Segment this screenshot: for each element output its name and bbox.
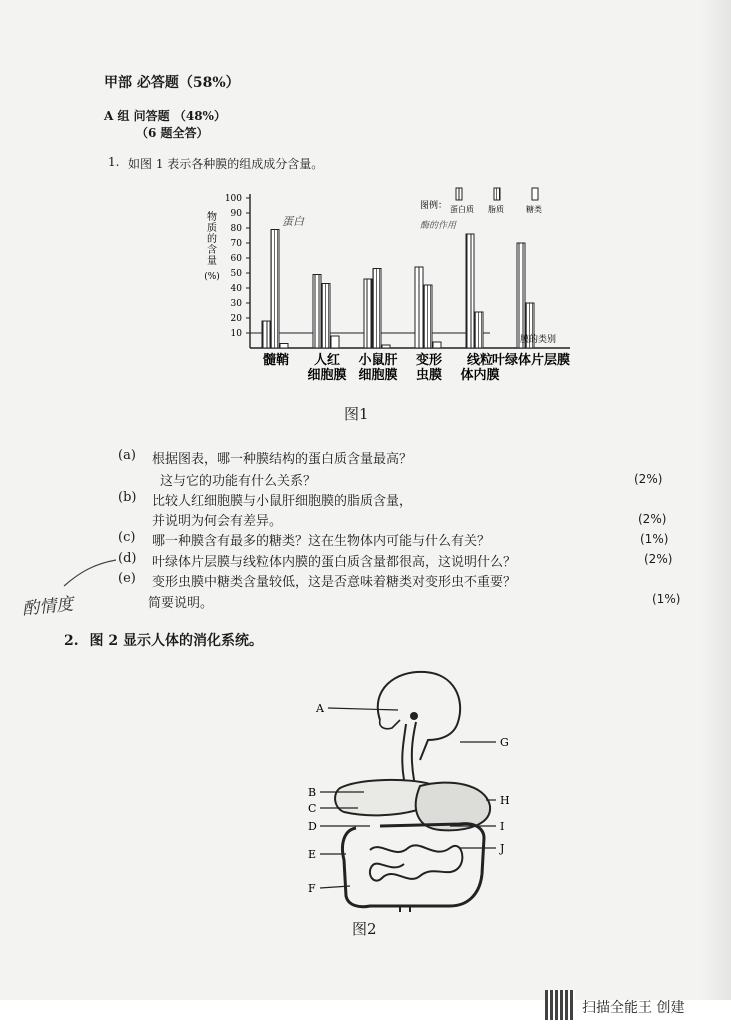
digestive-system-diagram bbox=[300, 660, 540, 920]
bar-糖类 bbox=[280, 344, 288, 349]
y-tick-label: 50 bbox=[230, 269, 242, 279]
label-e: E bbox=[308, 848, 317, 861]
bar-蛋白质 bbox=[517, 243, 525, 348]
bar-蛋白质 bbox=[415, 267, 423, 348]
question-2 bbox=[64, 630, 263, 650]
y-tick-label: 60 bbox=[230, 254, 242, 264]
label-a: A bbox=[316, 702, 324, 715]
y-axis-label-unit: (%) bbox=[204, 272, 220, 282]
x-tick-label: 细胞膜 bbox=[307, 368, 347, 383]
x-tick-label: 线粒 bbox=[466, 353, 494, 368]
legend-entry-脂质: 脂质 bbox=[488, 205, 504, 214]
y-axis-label-char: 含 bbox=[207, 245, 217, 256]
bar-脂质 bbox=[373, 269, 381, 349]
question-1-number: 1. bbox=[108, 155, 120, 169]
y-tick-label: 30 bbox=[230, 299, 242, 309]
x-tick-label: 小鼠肝 bbox=[358, 353, 398, 368]
y-tick-label: 10 bbox=[230, 329, 242, 339]
bar-脂质 bbox=[475, 312, 483, 348]
bar-糖类 bbox=[382, 345, 390, 348]
legend-swatch-蛋白质 bbox=[456, 188, 462, 200]
y-axis-label-char: 物 bbox=[207, 212, 217, 223]
label-i: I bbox=[500, 820, 505, 833]
x-axis-label: 膜的类别 bbox=[519, 335, 556, 345]
legend-entry-蛋白质: 蛋白质 bbox=[450, 205, 474, 214]
large-intestine bbox=[343, 824, 485, 907]
subq-c-marks: (1%) bbox=[640, 532, 669, 546]
y-axis-label-char: 质 bbox=[207, 223, 217, 234]
label-g: G bbox=[500, 736, 509, 749]
subq-e-line-1: 变形虫膜中糖类含量较低，这是否意味着糖类对变形虫不重要？ bbox=[152, 575, 517, 590]
subq-b-label: (b) bbox=[118, 490, 137, 505]
subq-c-line-1: 哪一种膜含有最多的糖类？这在生物体内可能与什么有关？ bbox=[152, 534, 491, 549]
subq-e-marks: (1%) bbox=[652, 592, 681, 606]
bar-蛋白质 bbox=[262, 321, 270, 348]
subq-d-line-1: 叶绿体片层膜与线粒体内膜的蛋白质含量都很高，这说明什么？ bbox=[152, 555, 517, 570]
subq-d-marks: (2%) bbox=[644, 552, 673, 566]
x-tick-label: 髓鞘 bbox=[262, 353, 290, 368]
handwritten-chart-note-2: 酶的作用 bbox=[420, 221, 457, 231]
bar-蛋白质 bbox=[313, 275, 321, 349]
label-h: H bbox=[500, 794, 510, 807]
handwritten-arrow bbox=[60, 552, 120, 592]
y-tick-label: 70 bbox=[230, 239, 242, 249]
subq-b-line-2: 并说明为何会有差异。 bbox=[152, 514, 283, 529]
small-intestine bbox=[370, 845, 462, 880]
bar-蛋白质 bbox=[364, 279, 372, 348]
y-tick-label: 80 bbox=[230, 224, 242, 234]
group-note: （6 题全答） bbox=[136, 126, 209, 140]
y-axis-label-char: 量 bbox=[207, 256, 217, 267]
qr-code-icon bbox=[545, 990, 575, 1020]
legend-entry-糖类: 糖类 bbox=[526, 205, 542, 214]
label-c: C bbox=[308, 802, 317, 815]
bar-脂质 bbox=[322, 284, 330, 349]
y-tick-label: 100 bbox=[224, 194, 242, 204]
label-b: B bbox=[308, 786, 317, 799]
y-tick-label: 90 bbox=[230, 209, 242, 219]
subq-b-line-1: 比较人红细胞膜与小鼠肝细胞膜的脂质含量， bbox=[152, 494, 413, 509]
figure-2-caption: 图2 bbox=[352, 920, 377, 938]
figure-1-chart bbox=[190, 180, 590, 390]
section-title: 甲部 必答题（58%） bbox=[104, 75, 240, 91]
y-tick-label: 20 bbox=[230, 314, 242, 324]
y-tick-label: 40 bbox=[230, 284, 242, 294]
y-axis-label-char: 的 bbox=[207, 234, 217, 245]
label-f: F bbox=[308, 882, 316, 895]
group-title: A 组 问答题 （48%） bbox=[104, 109, 226, 123]
scanner-watermark: 扫描全能王 创建 bbox=[582, 1000, 685, 1016]
bar-蛋白质 bbox=[466, 234, 474, 348]
label-j: J bbox=[500, 842, 505, 855]
bar-脂质 bbox=[271, 230, 279, 349]
figure-1-caption: 图1 bbox=[344, 405, 369, 423]
question-1-prompt: 如图 1 表示各种膜的组成成分含量。 bbox=[128, 157, 324, 171]
bar-脂质 bbox=[424, 285, 432, 348]
question-2-number: 2. bbox=[64, 633, 79, 649]
legend-swatch-脂质 bbox=[494, 188, 500, 200]
subq-a-line-2: 这与它的功能有什么关系？ bbox=[160, 474, 317, 489]
page-shadow bbox=[701, 0, 731, 1000]
subq-a-line-1: 根据图表，哪一种膜结构的蛋白质含量最高？ bbox=[152, 452, 413, 467]
subq-e-line-2: 简要说明。 bbox=[148, 596, 214, 611]
subq-a-label: (a) bbox=[118, 448, 136, 463]
x-tick-label: 体内膜 bbox=[460, 368, 500, 383]
x-tick-label: 叶绿体片层膜 bbox=[491, 353, 571, 368]
handwritten-chart-note: 蛋白 bbox=[282, 215, 304, 228]
x-tick-label: 变形 bbox=[415, 353, 443, 368]
x-tick-label: 细胞膜 bbox=[358, 368, 398, 383]
bar-糖类 bbox=[433, 342, 441, 348]
subq-e-label: (e) bbox=[118, 571, 136, 586]
mouth-outline bbox=[380, 720, 400, 729]
legend-label: 图例： bbox=[420, 201, 448, 211]
head-outline bbox=[378, 672, 460, 760]
bar-糖类 bbox=[331, 336, 339, 348]
handwritten-margin-note: 酌情度 bbox=[21, 594, 75, 620]
label-d: D bbox=[308, 820, 317, 833]
tongue bbox=[410, 712, 418, 720]
subq-d-label: (d) bbox=[118, 551, 137, 566]
x-tick-label: 虫膜 bbox=[415, 368, 443, 383]
subq-b-marks: (2%) bbox=[638, 512, 667, 526]
subq-c-label: (c) bbox=[118, 530, 136, 545]
legend-swatch-糖类 bbox=[532, 188, 538, 200]
question-2-prompt: 图 2 显示人体的消化系统。 bbox=[89, 633, 263, 649]
subq-a-marks: (2%) bbox=[634, 472, 663, 486]
x-tick-label: 人红 bbox=[313, 353, 341, 368]
